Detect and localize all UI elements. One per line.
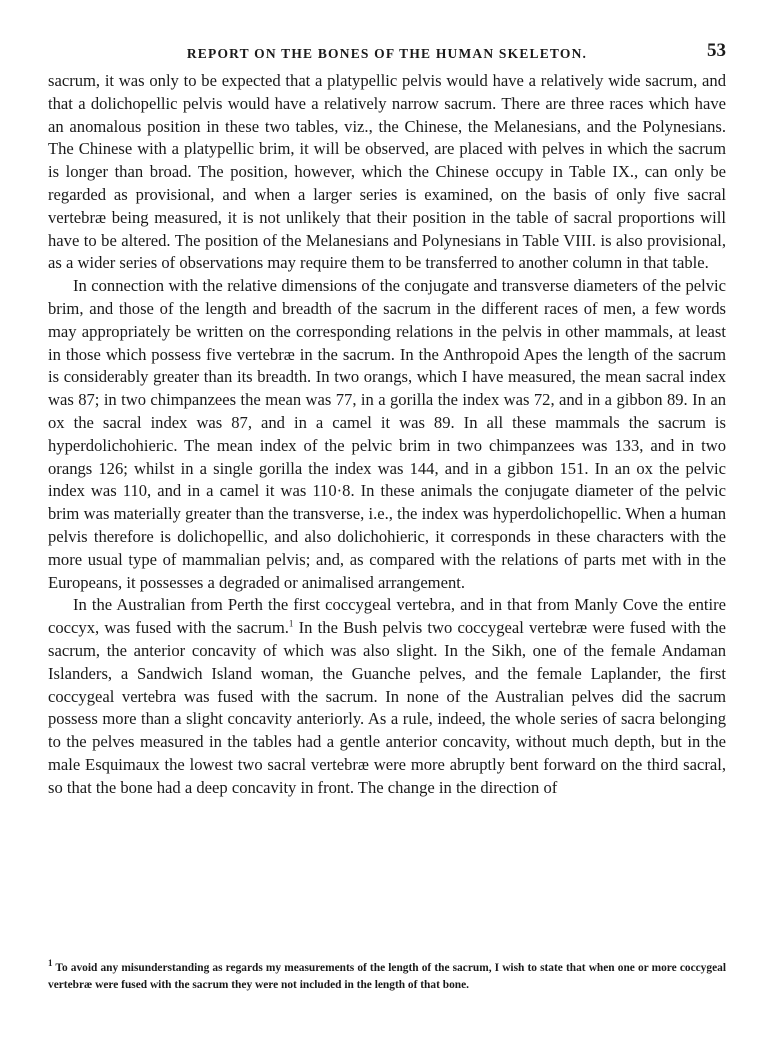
footnote-text: To avoid any misunderstanding as regards my measurements of the length of the sacrum, I wish to state that when one or more coccygeal vertebræ were fused with the sacrum they were not included in the length of that bone. <box>48 962 726 991</box>
paragraph-3-text-a: In the Australian from Perth the first coccygeal vertebra, and in that from Manly Cove the entire coccyx, was fused with the sacrum. <box>48 595 726 638</box>
page <box>48 40 726 800</box>
running-head <box>48 40 726 70</box>
running-title: REPORT ON THE BONES OF THE HUMAN SKELETON. <box>186 46 588 61</box>
footnote <box>48 960 726 994</box>
page-number: 53 <box>707 40 726 61</box>
body-text <box>48 70 726 800</box>
footnote-marker: 1 <box>48 958 53 969</box>
paragraph-3-text-b: In the Bush pelvis two coccygeal vertebræ were fused with the sacrum, the anterior concavity of which was also slight. In the Sikh, one of the female Andaman Islanders, a Sandwich Island woman, the Guanche pelves, and the female Laplander, the first coccygeal vertebra was fused with the sacrum. In none of the Australian pelves did the sacrum possess more than a slight concavity anteriorly. As a rule, indeed, the whole series of sacra belonging to the pelves measured in the tables had a gentle anterior concavity, without much depth, but in the male Esquimaux the lowest two sacral vertebræ were more abruptly bent forward on the third sacral, so that the bone had a deep concavity in front. The change in the direction of <box>48 618 726 797</box>
paragraph-2: In connection with the relative dimensions of the conjugate and transverse diameters of the pelvic brim, and those of the length and breadth of the sacrum in the different races of men, a few words may appropriately be written on the corresponding relations in the pelvis in other mammals, at least in those which possess five vertebræ in the sacrum. In the Anthropoid Apes the length of the sacrum is considerably greater than its breadth. In two orangs, which I have measured, the mean sacral index was 87; in two chimpanzees the mean was 77, in a gorilla the index was 72, and in a gibbon 89. In an ox the sacral index was 87, and in a camel it was 89. In all these mammals the sacrum is hyperdolichohieric. The mean index of the pelvic brim in two chimpanzees was 133, and in two orangs 126; whilst in a single gorilla the index was 144, and in a gibbon 151. In an ox the pelvic index was 110, and in a camel it was 110·8. In these animals the conjugate diameter of the pelvic brim was materially greater than the transverse, i.e., the index was hyperdolichopellic. When a human pelvis therefore is dolichopellic, and also dolichohieric, it corresponds in these characters with the more usual type of mammalian pelvis; and, as compared with the relations of parts met with in the Europeans, it possesses a degraded or animalised arrangement. <box>48 276 726 592</box>
paragraph-1: sacrum, it was only to be expected that a platypellic pelvis would have a relatively wide sacrum, and that a dolichopellic pelvis would have a relatively narrow sacrum. There are three races which have an anomalous position in these two tables, viz., the Chinese, the Melanesians, and the Polynesians. The Chinese with a platypellic brim, it will be observed, are placed with pelves in which the sacrum is longer than broad. The position, however, which the Chinese occupy in Table IX., can only be regarded as provisional, and when a larger series is examined, on the basis of only five sacral vertebræ being measured, it is not unlikely that their position in the table of sacral proportions will have to be altered. The position of the Melanesians and Polynesians in Table VIII. is also provisional, as a wider series of observations may require them to be transferred to another column in that table. <box>48 71 726 273</box>
footnote-reference: 1 <box>288 618 294 629</box>
paragraph-3 <box>48 594 726 799</box>
